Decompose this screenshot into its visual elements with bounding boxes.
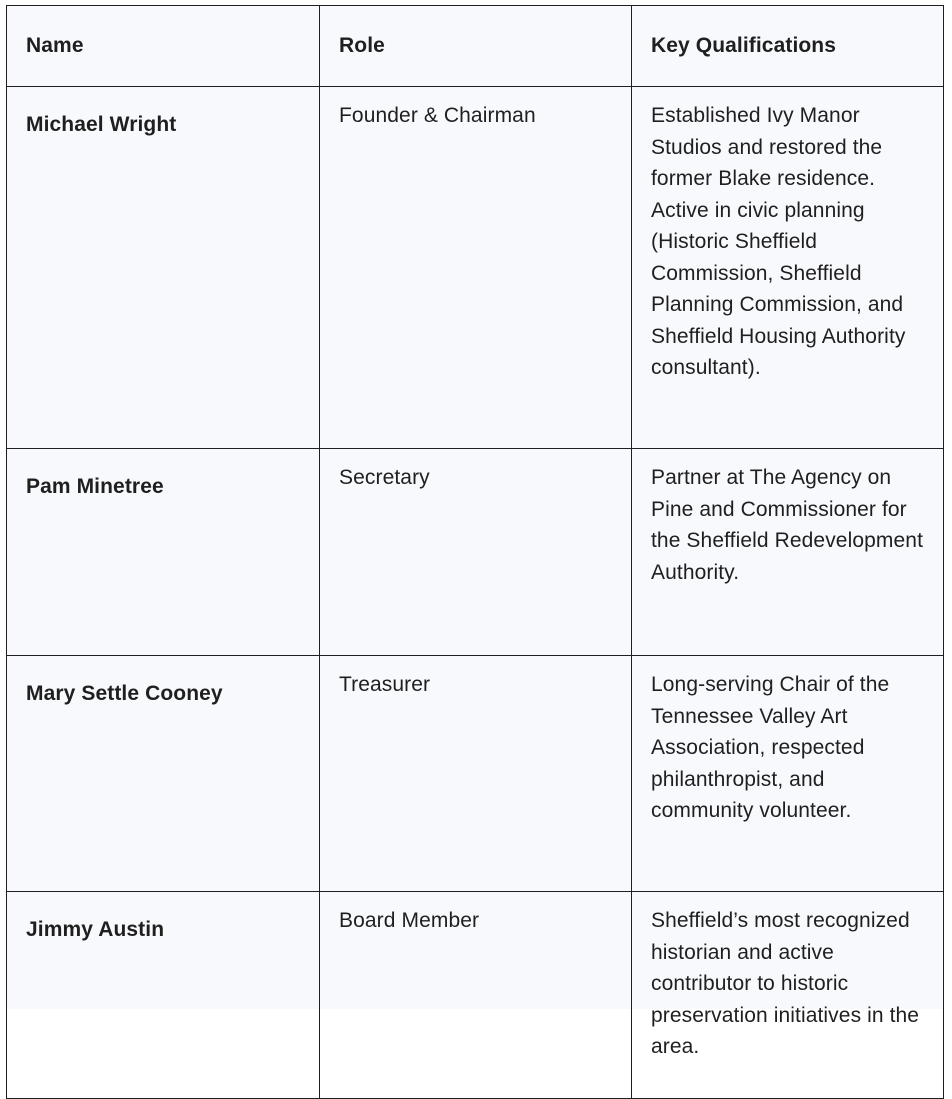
member-qualifications: Established Ivy Manor Studios and restored the former Blake residence. Active in civic planning (Historic Sheffield Commission, Sheffield Planning Commission, and Sheffield Housing Authority consultant). — [632, 87, 944, 449]
member-role: Secretary — [320, 449, 632, 656]
header-name: Name — [7, 6, 320, 87]
member-qualifications: Partner at The Agency on Pine and Commissioner for the Sheffield Redevelopment Authority. — [632, 449, 944, 656]
table-header — [7, 6, 944, 87]
member-role: Founder & Chairman — [320, 87, 632, 449]
header-qualifications: Key Qualifications — [632, 6, 944, 87]
table-row — [7, 892, 944, 1099]
board-table-container — [6, 5, 943, 1058]
member-name: Pam Minetree — [7, 449, 320, 656]
member-qualifications: Sheffield’s most recognized historian and active contributor to historic preservation initiatives in the area. — [632, 892, 944, 1099]
member-name: Mary Settle Cooney — [7, 656, 320, 892]
header-role: Role — [320, 6, 632, 87]
member-role: Treasurer — [320, 656, 632, 892]
table-row — [7, 449, 944, 656]
table-body — [7, 87, 944, 1099]
member-name: Michael Wright — [7, 87, 320, 449]
table-row — [7, 87, 944, 449]
board-members-table — [6, 5, 944, 1099]
member-qualifications: Long-serving Chair of the Tennessee Valley Art Association, respected philanthropist, and community volunteer. — [632, 656, 944, 892]
member-name: Jimmy Austin — [7, 892, 320, 1099]
member-role: Board Member — [320, 892, 632, 1099]
table-row — [7, 656, 944, 892]
header-row — [7, 6, 944, 87]
